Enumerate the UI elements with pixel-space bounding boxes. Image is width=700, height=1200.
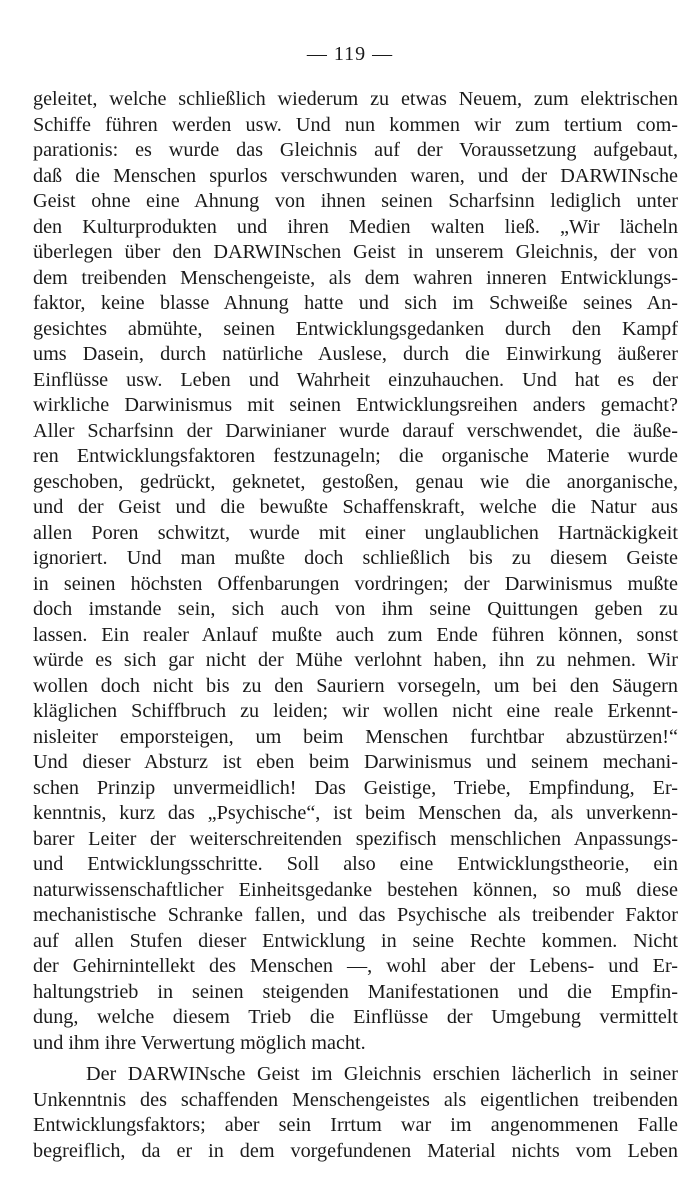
text-line bbox=[0, 954, 700, 980]
text-line-content: überlegen über den DARWINschen Geist in unserem Gleichnis, der von bbox=[33, 241, 678, 263]
text-line bbox=[0, 980, 700, 1006]
text-line-content: begreiflich, da er in dem vorgefundenen Material nichts vom Leben bbox=[33, 1139, 678, 1162]
text-line-content: lassen. Ein realer Anlauf mußte auch zum Ende führen können, sonst bbox=[33, 623, 678, 646]
text-line bbox=[0, 393, 700, 419]
text-line bbox=[0, 1113, 700, 1139]
text-line-content: schen Prinzip unvermeidlich! Das Geistige, Triebe, Empfindung, Er- bbox=[33, 776, 678, 799]
text-line-content: den Kulturprodukten und ihren Medien walten ließ. „Wir lächeln bbox=[33, 215, 678, 238]
text-line bbox=[0, 903, 700, 929]
text-line-content: Geist ohne eine Ahnung von ihnen seinen Scharfsinn lediglich unter bbox=[33, 190, 678, 212]
text-line bbox=[0, 240, 700, 266]
text-line bbox=[0, 291, 700, 317]
text-line-content: würde es sich gar nicht der Mühe verlohnt haben, ihn zu nehmen. Wir bbox=[33, 649, 678, 671]
text-line-content: daß die Menschen spurlos verschwunden waren, und der DARWINsche bbox=[33, 164, 678, 187]
text-line bbox=[0, 470, 700, 496]
text-line-content: und ihm ihre Verwertung möglich macht. bbox=[33, 1031, 366, 1054]
text-line-content: nisleiter emporsteigen, um beim Menschen furchtbar abzustürzen!“ bbox=[33, 725, 678, 748]
text-line-content: ums Dasein, durch natürliche Auslese, durch die Einwirkung äußerer bbox=[33, 343, 678, 365]
text-line bbox=[0, 648, 700, 674]
text-line bbox=[0, 1005, 700, 1031]
text-line bbox=[0, 674, 700, 700]
text-line-content: dung, welche diesem Trieb die Einflüsse der Umgebung vermittelt bbox=[33, 1006, 678, 1028]
text-line-content: haltungstrieb in seinen steigenden Manifestationen und die Empfin- bbox=[33, 980, 678, 1003]
text-line-content: Entwicklungsfaktors; aber sein Irrtum war im angenommenen Falle bbox=[33, 1114, 678, 1136]
text-line-content: auf allen Stufen dieser Entwicklung in seine Rechte kommen. Nicht bbox=[33, 929, 678, 952]
text-line-content: kläglichen Schiffbruch zu leiden; wir wollen nicht eine reale Erkennt- bbox=[33, 700, 678, 722]
text-line-content: gesichtes abmühte, seinen Entwicklungsgedanken durch den Kampf bbox=[33, 317, 678, 340]
text-line bbox=[0, 750, 700, 776]
text-line bbox=[0, 419, 700, 445]
paragraph bbox=[0, 87, 700, 1056]
text-line-content: mechanistische Schranke fallen, und das Psychische als treibender Faktor bbox=[33, 904, 678, 926]
text-line bbox=[0, 827, 700, 853]
page-number: — 119 — bbox=[306, 43, 394, 65]
text-line bbox=[0, 1139, 700, 1165]
text-line-content: Der DARWINsche Geist im Gleichnis erschien lächerlich in seiner bbox=[86, 1063, 678, 1085]
text-line bbox=[0, 852, 700, 878]
text-line-content: kenntnis, kurz das „Psychische“, ist beim Menschen da, als unverkenn- bbox=[33, 802, 678, 824]
text-line bbox=[0, 266, 700, 292]
text-line-content: wirkliche Darwinismus mit seinen Entwicklungsreihen anders gemacht? bbox=[33, 394, 678, 416]
text-line-content: wollen doch nicht bis zu den Sauriern vorsegeln, um bei den Säugern bbox=[33, 674, 678, 697]
text-line-content: Einflüsse usw. Leben und Wahrheit einzuhauchen. Und hat es der bbox=[33, 368, 678, 391]
text-line bbox=[0, 1062, 700, 1088]
text-line bbox=[0, 215, 700, 241]
text-line-content: und Entwicklungsschritte. Soll also eine Entwicklungstheorie, ein bbox=[33, 853, 678, 875]
text-line bbox=[0, 776, 700, 802]
text-line-content: der Gehirnintellekt des Menschen —, wohl aber der Lebens- und Er- bbox=[33, 955, 678, 977]
text-line bbox=[0, 444, 700, 470]
text-line-content: Unkenntnis des schaffenden Menschengeistes als eigentlichen treibenden bbox=[33, 1088, 678, 1111]
text-line-content: Schiffe führen werden usw. Und nun kommen wir zum tertium com- bbox=[33, 113, 678, 136]
text-line bbox=[0, 801, 700, 827]
text-line-content: Und dieser Absturz ist eben beim Darwinismus und seinem mechani- bbox=[33, 751, 678, 773]
text-line bbox=[0, 1031, 700, 1057]
text-line bbox=[0, 725, 700, 751]
text-line-content: barer Leiter der weiterschreitenden spezifisch menschlichen Anpassungs- bbox=[33, 827, 678, 850]
text-line bbox=[0, 189, 700, 215]
text-line bbox=[0, 878, 700, 904]
text-line bbox=[0, 113, 700, 139]
text-line-content: doch imstande sein, sich auch von ihm seine Quittungen geben zu bbox=[33, 598, 678, 620]
text-line bbox=[0, 521, 700, 547]
text-line bbox=[0, 1088, 700, 1114]
text-line bbox=[0, 546, 700, 572]
text-line-content: ren Entwicklungsfaktoren festzunageln; die organische Materie wurde bbox=[33, 445, 678, 467]
text-line bbox=[0, 342, 700, 368]
text-line-content: dem treibenden Menschengeiste, als dem wahren inneren Entwicklungs- bbox=[33, 266, 678, 289]
text-line bbox=[0, 368, 700, 394]
text-line bbox=[0, 138, 700, 164]
text-line-content: geleitet, welche schließlich wiederum zu etwas Neuem, zum elektrischen bbox=[33, 88, 678, 110]
paragraph bbox=[0, 1062, 700, 1164]
text-line bbox=[0, 929, 700, 955]
text-line bbox=[0, 317, 700, 343]
text-line bbox=[0, 87, 700, 113]
text-line-content: allen Poren schwitzt, wurde mit einer unglaublichen Hartnäckigkeit bbox=[33, 521, 678, 544]
text-line-content: Aller Scharfsinn der Darwinianer wurde darauf verschwendet, die äuße- bbox=[33, 419, 678, 442]
text-line bbox=[0, 699, 700, 725]
text-line-content: und der Geist und die bewußte Schaffenskraft, welche die Natur aus bbox=[33, 496, 678, 518]
text-line bbox=[0, 597, 700, 623]
text-line bbox=[0, 164, 700, 190]
body-text bbox=[0, 87, 700, 1164]
text-line-content: naturwissenschaftlicher Einheitsgedanke bestehen können, so muß diese bbox=[33, 878, 678, 901]
text-line bbox=[0, 495, 700, 521]
text-line-content: parationis: es wurde das Gleichnis auf der Voraussetzung aufgebaut, bbox=[33, 139, 678, 161]
text-line-content: geschoben, gedrückt, geknetet, gestoßen, genau wie die anorganische, bbox=[33, 470, 678, 493]
text-line bbox=[0, 623, 700, 649]
text-line-content: ignoriert. Und man mußte doch schließlich bis zu diesem Geiste bbox=[33, 547, 678, 569]
text-line-content: faktor, keine blasse Ahnung hatte und sich im Schweiße seines An- bbox=[33, 292, 678, 314]
text-line-content: in seinen höchsten Offenbarungen vordringen; der Darwinismus mußte bbox=[33, 572, 678, 595]
text-line bbox=[0, 572, 700, 598]
